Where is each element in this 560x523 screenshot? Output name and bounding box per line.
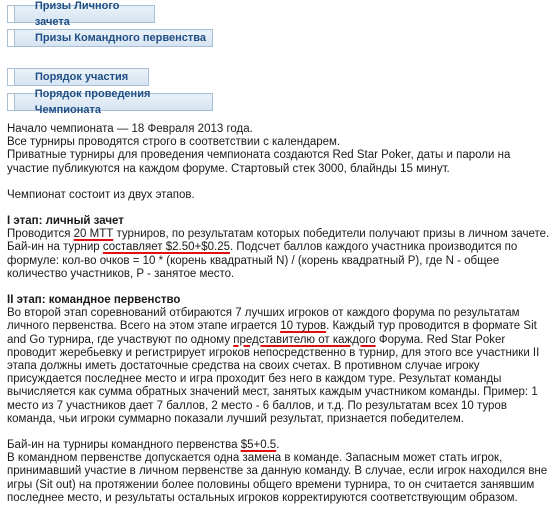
tab-marker [8, 30, 15, 46]
championship-rules [7, 123, 555, 505]
highlight-team-buyin: $5+0.5 [240, 439, 277, 452]
tab-label: Порядок проведения Чемпионата [34, 88, 151, 116]
stage2-title: II этап: командное первенство [7, 294, 181, 307]
intro-calendar: Все турниры проводятся строго в соответствии с календарем. [7, 136, 341, 149]
tab-team-prizes[interactable] [7, 29, 213, 47]
tab-personal-prizes[interactable] [7, 0, 155, 28]
highlight-buyin: составляет $2.50+$0.25 [102, 241, 230, 254]
stage1-title: I этап: личный зачет [7, 215, 124, 228]
intro-private-tournaments: Приватные турниры для проведения чемпионата создаются Red Star Poker, даты и пароли на участие публикуются на каждом форуме. Стартовый стек 3000, блайнды 15 минут. [7, 149, 511, 175]
team-buyin: Бай-ин на турниры командного первенства $5+0.5. [7, 439, 280, 452]
substitution-rules: В командном первенстве допускается одна замена в команде. Запасным может стать игрок, принимавший участие в личном первенстве за данную команду. В случае, если игрок находился вне игры (Sit out) на протяжении более половины общего времени турнира, то он считается занявшим последнее место, и результаты остальных игроков корректируются соответствующим образом. [7, 452, 548, 504]
highlight-tours: 10 туров [280, 320, 327, 333]
tab-marker [8, 69, 15, 85]
stage2-text: Во второй этап соревнований отбираются 7 лучших игроков от каждого форума по результатам личного первенства. Всего на этом этапе играется 10 туров. Каждый тур проводится в формате Sit and Go турнира, где участвуют по одному представителю от каждого Форума. Red Star Poker проводит жеребьевку и регистрирует игроков непосредственно в турнир, для этого все участники II этапа должны иметь достаточные средства на своих счетах. В противном случае игроку присуждается последнее место и игра проходит без него в каждом туре. Результат команды вычисляется как сумма обратных значений мест, занятых каждым участником команды. Пример: 1 место из 7 участников дает 7 баллов, 2 место - 6 баллов, и т.д. По результатам всех 10 туров команда, чьи игроки суммарно показали лучший результат, признается победителем. [7, 307, 540, 425]
tab-participation-order[interactable] [7, 68, 149, 86]
tab-label: Порядок участия [35, 71, 129, 83]
tab-label: Призы Личного зачета [34, 0, 120, 28]
tab-marker [8, 6, 15, 22]
intro-start-date: Начало чемпионата — 18 Февраля 2013 года. [7, 123, 253, 135]
tab-label: Призы Командного первенства [35, 32, 207, 44]
tab-championship-order[interactable] [7, 88, 213, 116]
tab-marker [8, 94, 15, 110]
stage1-text: Проводится 20 МТТ турниров, по результатам которых победители получают призы в личном зачете. Бай-ин на турнир составляет $2.50+$0.25. Подсчет баллов каждого участника производится по формуле: кол-во очков = 10 * (корень квадратный N) / (корень квадратный P), где N - общее количество участников, P - занятое место. [7, 228, 550, 280]
highlight-representative: представителю от каждого [233, 333, 376, 346]
stages-summary: Чемпионат состоит из двух этапов. [7, 188, 195, 201]
highlight-mtt-count: 20 МТТ [73, 228, 114, 241]
